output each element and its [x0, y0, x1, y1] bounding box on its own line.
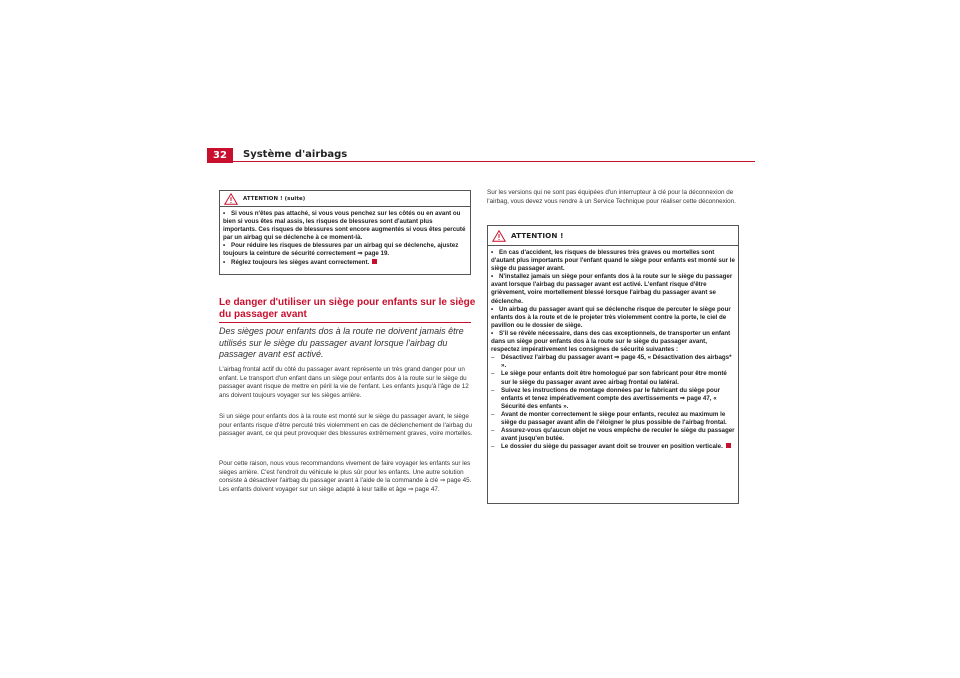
warning-header [488, 226, 738, 246]
dash-glyph: – [491, 443, 495, 451]
warning-box-main [487, 225, 739, 504]
warning-item: • Un airbag du passager avant qui se déclenche risque de percuter le siège pour enfants dos à la route et de le projeter très violemment contre la porte, le ciel de pavillon ou le dossier de siège. [491, 305, 731, 329]
warning-subitem: – Avant de monter correctement le siège pour enfants, reculez au maximum le siège du passager avant afin de l'éloigner le plus possible de l'airbag frontal. [491, 410, 727, 426]
bullet-glyph: • [491, 329, 494, 337]
end-marker-icon [726, 443, 731, 448]
warning-title: ATTENTION ! (suite) [243, 195, 306, 202]
warning-triangle-icon [224, 193, 238, 205]
warning-item: • Pour réduire les risques de blessures par un airbag qui se déclenche, ajustez toujours la ceinture de sécurité correctement ⇒ page 19. [223, 242, 459, 258]
section-title: Le danger d'utiliser un siège pour enfants sur le siège du passager avant [219, 297, 476, 320]
warning-title: ATTENTION ! [511, 231, 564, 240]
section-rule [219, 322, 471, 323]
dash-glyph: – [491, 427, 495, 435]
warning-list [223, 210, 467, 267]
warning-item: • Si vous n'êtes pas attaché, si vous vous penchez sur les côtés ou en avant ou bien si vous êtes mal assis, les risques de blessures sont d'autant plus importants. Ces risques de blessures sont encore augmentés si vous êtes percuté par un airbag qui se déclenche à ce moment-là. [223, 210, 466, 242]
bullet-glyph: • [223, 210, 226, 217]
page-number: 32 [207, 148, 233, 163]
header-rule [207, 161, 755, 162]
end-marker-icon [372, 259, 377, 264]
section-lead: Des sièges pour enfants dos à la route ne doivent jamais être utilisés sur le siège du passager avant lorsque l'airbag du passager avant est activé. [219, 326, 464, 359]
warning-item: • En cas d'accident, les risques de blessures très graves ou mortelles sont d'autant plus importants pour l'enfant quand le siège pour enfants est monté sur le siège du passager avant. [491, 249, 735, 273]
dash-glyph: – [491, 386, 495, 394]
warning-triangle-icon [492, 230, 506, 242]
warning-subitem: – Le dossier du siège du passager avant doit se trouver en position verticale. [491, 443, 735, 451]
bullet-glyph: • [491, 305, 494, 313]
running-title: Système d'airbags [243, 149, 348, 160]
warning-list [491, 249, 735, 451]
body-paragraph: Pour cette raison, nous vous recommandons vivement de faire voyager les enfants sur les sièges arrière. C'est l'endroit du véhicule le plus sûr pour les enfants. Une autre solution consiste à désactiver l'airbag du passager avant à l'aide de la commande à clé ⇒ page 45. Les enfants doivent voyager sur un siège adapté à leur taille et âge ⇒ page 47. [219, 460, 472, 493]
dash-glyph: – [491, 354, 495, 362]
warning-subitem: – Suivez les instructions de montage données par le fabricant du siège pour enfants et tenez impérativement compte des avertissements ⇒ page 47, « Sécurité des enfants ». [491, 386, 721, 410]
warning-item: • S'il se révèle nécessaire, dans des cas exceptionnels, de transporter un enfant dans un siège pour enfants dos à la route sur le siège du passager avant, respectez impérativement les consignes de sécurité suivantes : [491, 329, 731, 354]
warning-box-continued [219, 190, 471, 275]
bullet-glyph: • [491, 249, 494, 256]
warning-item: • Réglez toujours les sièges avant correctement. [223, 259, 467, 267]
dash-glyph: – [491, 410, 495, 418]
body-paragraph: Sur les versions qui ne sont pas équipées d'un interrupteur à clé pour la déconnexion de l'airbag, vous devez vous rendre à un Service Technique pour réaliser cette déconnexion. [487, 189, 736, 205]
warning-item: • N'installez jamais un siège pour enfants dos à la route sur le siège du passager avant lorsque l'airbag du passager avant est activé. L'enfant risque d'être grièvement, voire mortellement blessé lorsque l'airbag du passager avant se déclenche. [491, 273, 733, 305]
body-paragraph: Si un siège pour enfants dos à la route est monté sur le siège du passager avant, le siège pour enfants risque d'être percuté très violemment en cas de déclenchement de l'airbag du passager avant, ce qui peut provoquer des blessures extrêmement graves, voire mortelles. [219, 413, 473, 437]
warning-subitem: – Assurez-vous qu'aucun objet ne vous empêche de reculer le siège du passager avant jusqu'en butée. [491, 427, 735, 443]
warning-subitem: – Le siège pour enfants doit être homologué par son fabricant pour être monté sur le siège du passager avant avec airbag frontal ou latéral. [491, 370, 727, 386]
bullet-glyph: • [491, 273, 494, 281]
warning-header [220, 191, 470, 207]
bullet-glyph: • [223, 242, 226, 250]
body-paragraph: L'airbag frontal actif du côté du passager avant représente un très grand danger pour un enfant. Le transport d'un enfant dans un siège pour enfants dos à la route sur le siège du passager avant risque de mettre en péril la vie de l'enfant. Les enfants jusqu'à l'âge de 12 ans doivent toujours voyager sur les sièges arrière. [219, 366, 469, 399]
warning-subitem: – Désactivez l'airbag du passager avant ⇒ page 45, « Désactivation des airbags* ». [491, 354, 732, 370]
bullet-glyph: • [223, 258, 226, 266]
dash-glyph: – [491, 370, 495, 378]
